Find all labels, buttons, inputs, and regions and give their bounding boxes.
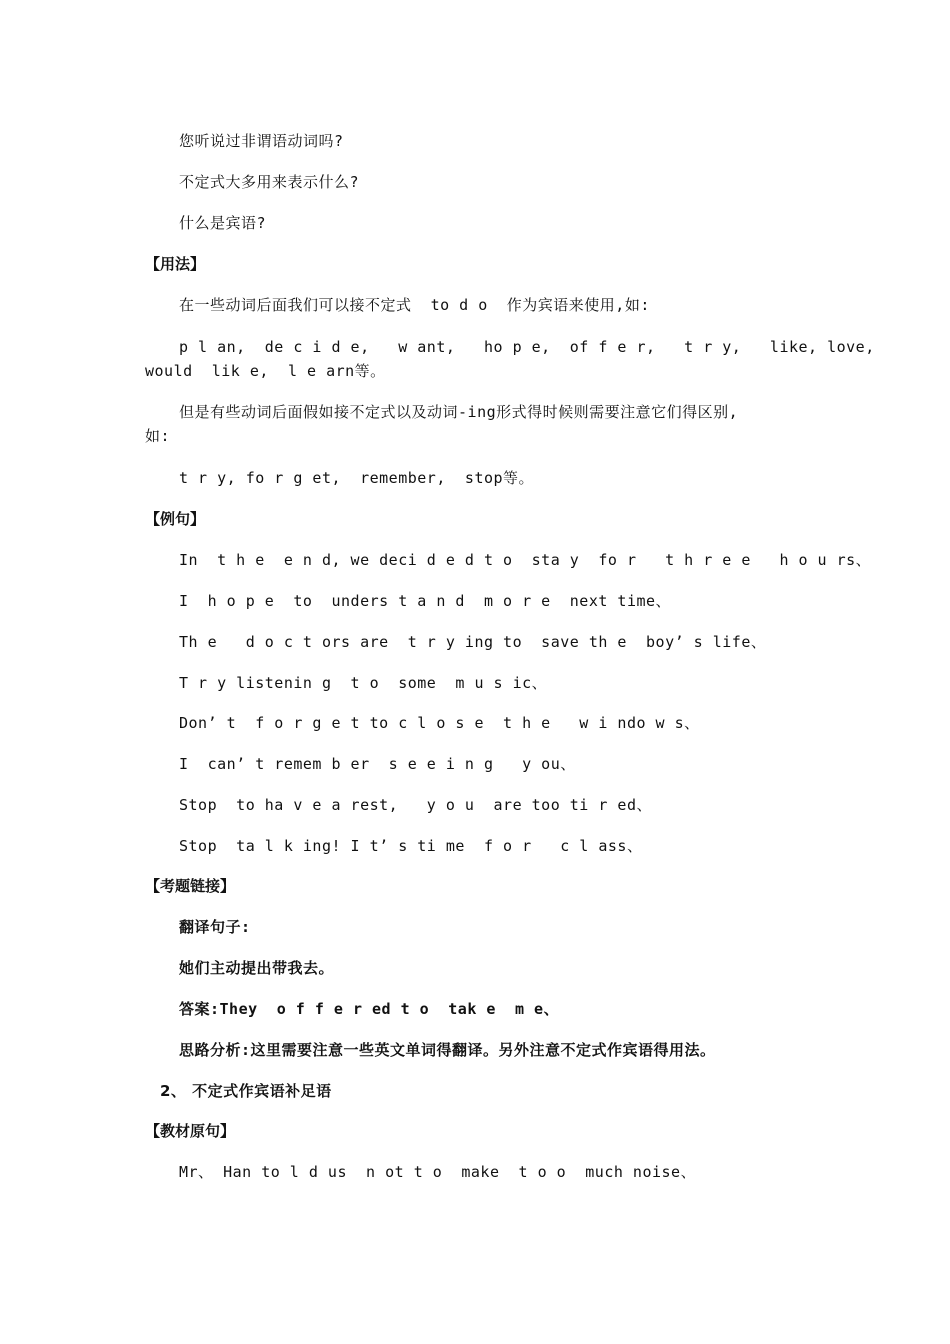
- exam-answer: 答案:They o f f e r ed t o tak e m e、: [179, 1000, 560, 1018]
- translate-sentence: 她们主动提出带我去。: [179, 959, 335, 977]
- example-sentence: Don’ t f o r g e t to c l o s e t h e w i ndo w s、: [179, 714, 700, 732]
- translate-label: 翻译句子:: [179, 918, 251, 936]
- usage-heading: 【用法】: [145, 255, 206, 273]
- examples-heading: 【例句】: [145, 510, 206, 528]
- intro-question-2: 不定式大多用来表示什么?: [179, 173, 360, 191]
- example-sentence: T r y listenin g t o some m u s ic、: [179, 674, 548, 692]
- exam-analysis: 思路分析:这里需要注意一些英文单词得翻译。另外注意不定式作宾语得用法。: [179, 1041, 716, 1059]
- textbook-heading: 【教材原句】: [145, 1122, 236, 1140]
- usage-line-4: 但是有些动词后面假如接不定式以及动词-ing形式得时候则需要注意它们得区别,: [179, 403, 739, 421]
- example-sentence: Stop ta l k ing! I t’ s ti me f o r c l ass、: [179, 837, 643, 855]
- exam-heading: 【考题链接】: [145, 877, 236, 895]
- example-sentence: In t h e e n d, we deci d e d t o sta y fo r t h r e e h o u rs、: [179, 551, 872, 569]
- example-sentence: I h o p e to unders t a n d m o r e next time、: [179, 592, 672, 610]
- example-sentence: Stop to ha v e a rest, y o u are too ti r ed、: [179, 796, 652, 814]
- usage-line-6: t r y, fo r g et, remember, stop等。: [179, 469, 535, 487]
- textbook-sentence: Mr、 Han to l d us n ot t o make t o o much noise、: [179, 1163, 697, 1181]
- intro-question-1: 您听说过非谓语动词吗?: [179, 132, 344, 150]
- usage-line-5: 如:: [145, 427, 171, 445]
- example-sentence: Th e d o c t ors are t r y ing to save th e boy’ s life、: [179, 633, 767, 651]
- intro-question-3: 什么是宾语?: [179, 214, 267, 232]
- usage-line-1: 在一些动词后面我们可以接不定式 to d o 作为宾语来使用,如:: [179, 296, 650, 314]
- usage-line-2: p l an, de c i d e, w ant, ho p e, of f e r, t r y, like, love,: [179, 338, 875, 356]
- example-sentence: I can’ t remem b er s e e i n g y ou、: [179, 755, 576, 773]
- usage-line-3: would lik e, l e arn等。: [145, 362, 386, 380]
- section-2-title: 2、 不定式作宾语补足语: [160, 1082, 332, 1100]
